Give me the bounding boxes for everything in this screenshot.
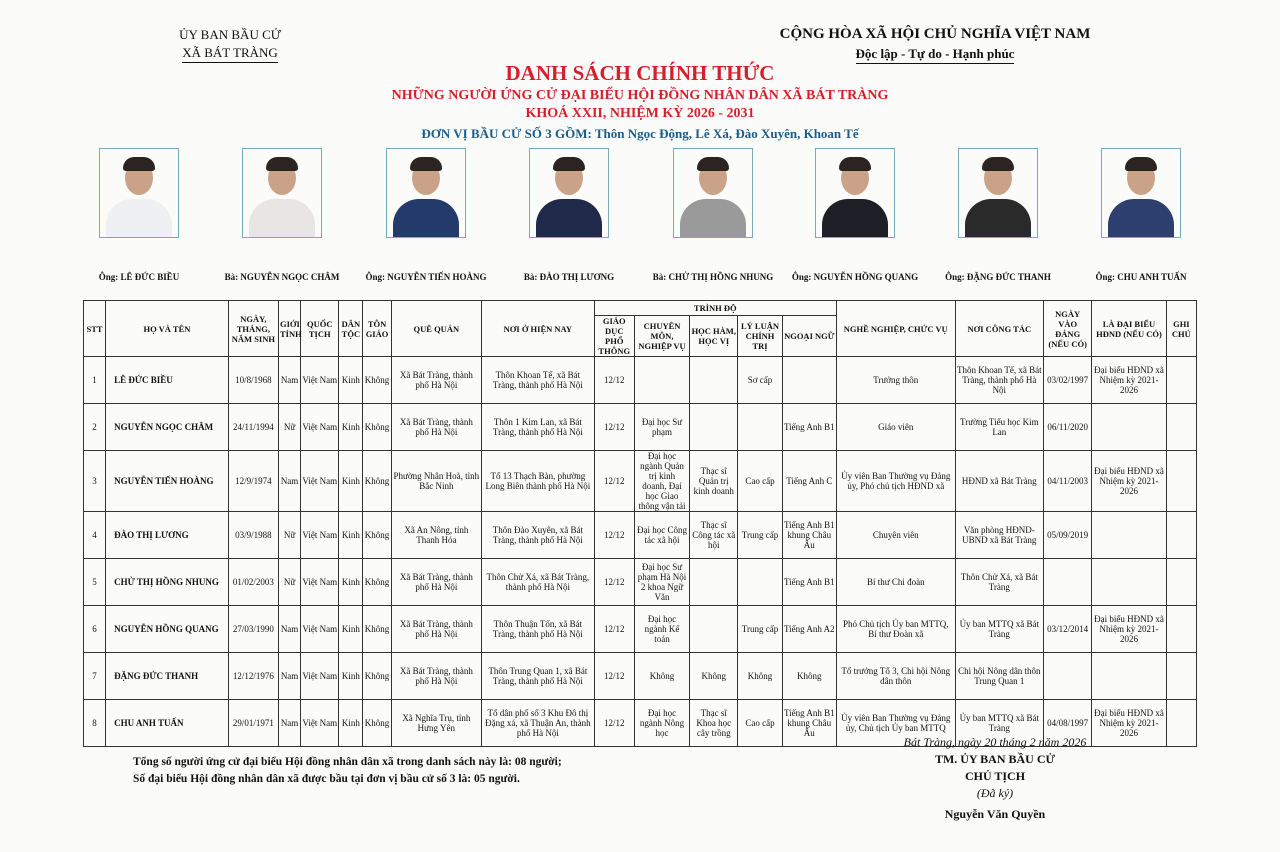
portrait-caption: Bà: CHỬ THỊ HỒNG NHUNG [652,272,774,282]
cell-workplace: Thôn Chử Xá, xã Bát Tràng [955,559,1043,606]
header-degree: HỌC HÀM, HỌC VỊ [690,316,738,357]
header-party-date: NGÀY VÀO ĐẢNG (NẾU CÓ) [1044,301,1092,357]
cell-party-date: 04/08/1997 [1044,700,1092,747]
header-note: GHI CHÚ [1166,301,1196,357]
cell-stt: 2 [84,404,106,451]
cell-party-date [1044,559,1092,606]
cell-specialty [634,357,689,404]
header-gender: GIỚI TÍNH [279,301,301,357]
cell-religion: Không [363,653,391,700]
cell-degree: Thạc sĩ Khoa học cây trồng [690,700,738,747]
cell-note [1166,653,1196,700]
cell-delegate: Đại biểu HĐND xã Nhiệm kỳ 2021-2026 [1092,451,1166,512]
cell-political [738,404,782,451]
cell-dob: 12/9/1974 [228,451,278,512]
cell-political: Cao cấp [738,700,782,747]
cell-ethnic: Kinh [339,700,363,747]
cell-gender: Nữ [279,404,301,451]
cell-degree: Thạc sĩ Quản trị kinh doanh [690,451,738,512]
cell-stt: 4 [84,512,106,559]
cell-general-edu: 12/12 [594,653,634,700]
cell-gender: Nam [279,451,301,512]
cell-specialty: Đại học Sư phạm [634,404,689,451]
cell-hometown: Xã Bát Tràng, thành phố Hà Nội [391,559,481,606]
cell-party-date: 03/02/1997 [1044,357,1092,404]
cell-ethnic: Kinh [339,404,363,451]
cell-residence: Tổ dân phố số 3 Khu Đô thị Đặng xá, xã Thuận An, thành phố Hà Nội [482,700,595,747]
portrait-card [918,148,1078,282]
cell-religion: Không [363,512,391,559]
cell-stt: 1 [84,357,106,404]
total-candidates-note: Tổng số người ứng cử đại biểu Hội đồng nhân dân xã trong danh sách này là: 08 người; [133,756,562,768]
signature-block [880,734,1110,823]
portrait-caption: Ông: ĐẶNG ĐỨC THANH [945,272,1051,282]
header-delegate: LÀ ĐẠI BIỂU HĐND (NẾU CÓ) [1092,301,1166,357]
cell-language [782,357,836,404]
header-religion: TÔN GIÁO [363,301,391,357]
portrait-card [489,148,649,282]
cell-dob: 27/03/1990 [228,606,278,653]
cell-name: ĐÀO THỊ LƯƠNG [106,512,229,559]
cell-party-date [1044,653,1092,700]
portrait-card [202,148,362,282]
cell-political: Không [738,653,782,700]
cell-occupation: Phó Chủ tịch Ủy ban MTTQ, Bí thư Đoàn xã [836,606,955,653]
cell-language: Tiếng Anh B1 khung Châu Âu [782,512,836,559]
cell-gender: Nữ [279,559,301,606]
table-row [84,512,1197,559]
cell-political: Cao cấp [738,451,782,512]
cell-note [1166,559,1196,606]
seats-note: Số đại biểu Hội đồng nhân dân xã được bầu tại đơn vị bầu cử số 3 là: 05 người. [133,773,520,785]
cell-language: Tiếng Anh C [782,451,836,512]
cell-note [1166,404,1196,451]
commune-name: XÃ BÁT TRÀNG [182,44,278,63]
cell-party-date: 06/11/2020 [1044,404,1092,451]
cell-name: LÊ ĐỨC BIỀU [106,357,229,404]
cell-stt: 6 [84,606,106,653]
header-occupation: NGHỀ NGHIỆP, CHỨC VỤ [836,301,955,357]
cell-general-edu: 12/12 [594,357,634,404]
cell-specialty: Đại học ngành Kế toán [634,606,689,653]
header-workplace: NƠI CÔNG TÁC [955,301,1043,357]
table-row [84,357,1197,404]
cell-workplace: Thôn Khoan Tế, xã Bát Tràng, thành phố Hà Nội [955,357,1043,404]
cell-language: Không [782,653,836,700]
header-stt: STT [84,301,106,357]
cell-nationality: Việt Nam [301,357,339,404]
cell-ethnic: Kinh [339,357,363,404]
header-nationality: QUỐC TỊCH [301,301,339,357]
cell-ethnic: Kinh [339,512,363,559]
cell-political: Sơ cấp [738,357,782,404]
cell-occupation: Giáo viên [836,404,955,451]
cell-specialty: Không [634,653,689,700]
cell-workplace: Ủy ban MTTQ xã Bát Tràng [955,700,1043,747]
cell-degree [690,559,738,606]
cell-hometown: Xã Bát Tràng, thành phố Hà Nội [391,357,481,404]
electoral-unit-line: ĐƠN VỊ BẦU CỬ SỐ 3 GỒM: Thôn Ngọc Động, Lê Xá, Đào Xuyên, Khoan Tế [421,126,859,141]
cell-stt: 5 [84,559,106,606]
cell-ethnic: Kinh [339,451,363,512]
cell-nationality: Việt Nam [301,606,339,653]
cell-religion: Không [363,559,391,606]
cell-ethnic: Kinh [339,559,363,606]
cell-degree [690,404,738,451]
cell-nationality: Việt Nam [301,404,339,451]
header-general-edu: GIÁO DỤC PHỔ THÔNG [594,316,634,357]
portrait-caption: Ông: NGUYỄN TIẾN HOÀNG [365,272,487,282]
cell-general-edu: 12/12 [594,451,634,512]
table-row [84,606,1197,653]
cell-name: CHU ANH TUẤN [106,700,229,747]
candidate-photo [958,148,1038,238]
cell-hometown: Xã Bát Tràng, thành phố Hà Nội [391,606,481,653]
header-residence: NƠI Ở HIỆN NAY [482,301,595,357]
cell-hometown: Xã Bát Tràng, thành phố Hà Nội [391,653,481,700]
candidate-table [83,300,1197,747]
cell-religion: Không [363,404,391,451]
portrait-caption: Ông: CHU ANH TUẤN [1095,272,1187,282]
cell-general-edu: 12/12 [594,512,634,559]
cell-residence: Thôn 1 Kim Lan, xã Bát Tràng, thành phố Hà Nội [482,404,595,451]
cell-general-edu: 12/12 [594,700,634,747]
cell-gender: Nam [279,357,301,404]
cell-note [1166,512,1196,559]
header-hometown: QUÊ QUÁN [391,301,481,357]
cell-nationality: Việt Nam [301,653,339,700]
cell-note [1166,606,1196,653]
candidate-portraits [0,148,1280,288]
cell-occupation: Bí thư Chi đoàn [836,559,955,606]
cell-dob: 12/12/1976 [228,653,278,700]
portrait-card [633,148,793,282]
cell-political: Trung cấp [738,606,782,653]
cell-residence: Thôn Thuận Tốn, xã Bát Tràng, thành phố Hà Nội [482,606,595,653]
cell-residence: Thôn Chử Xá, xã Bát Tràng, thành phố Hà Nội [482,559,595,606]
portrait-card [775,148,935,282]
document-titles [0,60,1280,144]
cell-name: NGUYỄN NGỌC CHÂM [106,404,229,451]
cell-occupation: Ủy viên Ban Thường vụ Đảng ủy, Phó chủ tịch HĐND xã [836,451,955,512]
cell-dob: 10/8/1968 [228,357,278,404]
cell-specialty: Đại học Công tác xã hội [634,512,689,559]
cell-name: ĐẶNG ĐỨC THANH [106,653,229,700]
cell-specialty: Đại học ngành Quản trị kinh doanh, Đại học Giao thông vận tải [634,451,689,512]
cell-dob: 01/02/2003 [228,559,278,606]
cell-delegate [1092,404,1166,451]
issue-date: Bát Tràng, ngày 20 tháng 2 năm 2026 [903,735,1087,749]
cell-language: Tiếng Anh A2 [782,606,836,653]
cell-delegate [1092,559,1166,606]
cell-occupation: Tổ trưởng Tổ 3, Chi hội Nông dân thôn [836,653,955,700]
cell-residence: Thôn Khoan Tế, xã Bát Tràng, thành phố Hà Nội [482,357,595,404]
cell-residence: Thôn Đào Xuyên, xã Bát Tràng, thành phố Hà Nội [482,512,595,559]
candidate-photo [242,148,322,238]
cell-party-date: 05/09/2019 [1044,512,1092,559]
cell-specialty: Đại học Sư phạm Hà Nội 2 khoa Ngữ Văn [634,559,689,606]
cell-note [1166,700,1196,747]
cell-note [1166,451,1196,512]
cell-gender: Nam [279,700,301,747]
cell-gender: Nữ [279,512,301,559]
table-row [84,451,1197,512]
committee-name: ỦY BAN BẦU CỬ [179,27,281,42]
cell-ethnic: Kinh [339,606,363,653]
table-row [84,653,1197,700]
cell-workplace: HĐND xã Bát Tràng [955,451,1043,512]
cell-religion: Không [363,606,391,653]
candidate-rows [84,357,1197,747]
header-specialty: CHUYÊN MÔN, NGHIỆP VỤ [634,316,689,357]
cell-dob: 29/01/1971 [228,700,278,747]
cell-hometown: Phường Nhân Hoà, tỉnh Bắc Ninh [391,451,481,512]
header-education-group: TRÌNH ĐỘ [594,301,836,316]
cell-degree [690,606,738,653]
signer-name: Nguyễn Văn Quyền [944,807,1046,821]
country-name: CỘNG HÒA XÃ HỘI CHỦ NGHĨA VIỆT NAM [779,26,1091,42]
cell-hometown: Xã Nghĩa Trụ, tỉnh Hưng Yên [391,700,481,747]
cell-delegate: Đại biểu HĐND xã Nhiệm kỳ 2021-2026 [1092,700,1166,747]
cell-party-date: 03/12/2014 [1044,606,1092,653]
cell-general-edu: 12/12 [594,606,634,653]
cell-political: Trung cấp [738,512,782,559]
candidate-photo [99,148,179,238]
cell-specialty: Đại học ngành Nông học [634,700,689,747]
cell-nationality: Việt Nam [301,559,339,606]
cell-nationality: Việt Nam [301,451,339,512]
summary-notes [133,754,562,788]
cell-stt: 7 [84,653,106,700]
cell-residence: Tổ 13 Thạch Bàn, phường Long Biên thành phố Hà Nội [482,451,595,512]
cell-hometown: Xã Bát Tràng, thành phố Hà Nội [391,404,481,451]
cell-name: NGUYỄN TIẾN HOÀNG [106,451,229,512]
national-motto-header [770,25,1100,64]
cell-dob: 24/11/1994 [228,404,278,451]
signed-mark: (Đã ký) [976,786,1014,800]
cell-degree: Thạc sĩ Công tác xã hội [690,512,738,559]
cell-language: Tiếng Anh B1 khung Châu Âu [782,700,836,747]
cell-degree [690,357,738,404]
cell-ethnic: Kinh [339,653,363,700]
cell-language: Tiếng Anh B1 [782,559,836,606]
header-language: NGOẠI NGỮ [782,316,836,357]
cell-workplace: Văn phòng HĐND-UBND xã Bát Tràng [955,512,1043,559]
cell-workplace: Ủy ban MTTQ xã Bát Tràng [955,606,1043,653]
cell-religion: Không [363,357,391,404]
signing-org: TM. ỦY BAN BẦU CỬ [934,752,1056,766]
cell-occupation: Chuyên viên [836,512,955,559]
portrait-card [346,148,506,282]
cell-delegate: Đại biểu HĐND xã Nhiệm kỳ 2021-2026 [1092,357,1166,404]
cell-stt: 8 [84,700,106,747]
cell-stt: 3 [84,451,106,512]
cell-political [738,559,782,606]
cell-gender: Nam [279,606,301,653]
table-row [84,404,1197,451]
cell-general-edu: 12/12 [594,559,634,606]
candidate-photo [386,148,466,238]
cell-workplace: Trường Tiểu học Kim Lan [955,404,1043,451]
candidate-photo [529,148,609,238]
cell-nationality: Việt Nam [301,512,339,559]
cell-note [1166,357,1196,404]
portrait-caption: Ông: LÊ ĐỨC BIỀU [98,272,180,282]
signer-position: CHỦ TỊCH [964,769,1026,783]
cell-dob: 03/9/1988 [228,512,278,559]
cell-delegate: Đại biểu HĐND xã Nhiệm kỳ 2021-2026 [1092,606,1166,653]
cell-nationality: Việt Nam [301,700,339,747]
portrait-card [59,148,219,282]
candidate-photo [1101,148,1181,238]
cell-gender: Nam [279,653,301,700]
portrait-caption: Ông: NGUYỄN HỒNG QUANG [791,272,919,282]
cell-general-edu: 12/12 [594,404,634,451]
cell-language: Tiếng Anh B1 [782,404,836,451]
header-ethnic: DÂN TỘC [339,301,363,357]
page-title: DANH SÁCH CHÍNH THỨC [505,61,775,85]
cell-religion: Không [363,451,391,512]
cell-residence: Thôn Trung Quan 1, xã Bát Tràng, thành phố Hà Nội [482,653,595,700]
cell-occupation: Ủy viên Ban Thường vụ Đảng ủy, Chủ tịch Ủy ban MTTQ [836,700,955,747]
cell-delegate [1092,512,1166,559]
cell-religion: Không [363,700,391,747]
term-line: KHOÁ XXII, NHIỆM KỲ 2026 - 2031 [525,106,755,121]
portrait-caption: Bà: ĐÀO THỊ LƯƠNG [523,272,615,282]
portrait-caption: Bà: NGUYỄN NGỌC CHÂM [224,272,340,282]
page-subtitle: NHỮNG NGƯỜI ỨNG CỬ ĐẠI BIỂU HỘI ĐỒNG NHÂN DÂN XÃ BÁT TRÀNG [391,88,889,103]
cell-name: CHỬ THỊ HỒNG NHUNG [106,559,229,606]
header-dob: NGÀY, THÁNG, NĂM SINH [228,301,278,357]
cell-delegate [1092,653,1166,700]
portrait-card [1061,148,1221,282]
candidate-photo [815,148,895,238]
motto: Độc lập - Tự do - Hạnh phúc [856,44,1015,64]
header-political: LÝ LUẬN CHÍNH TRỊ [738,316,782,357]
cell-occupation: Trưởng thôn [836,357,955,404]
cell-hometown: Xã An Nông, tỉnh Thanh Hóa [391,512,481,559]
table-row [84,559,1197,606]
cell-workplace: Chi hội Nông dân thôn Trung Quan 1 [955,653,1043,700]
candidate-photo [673,148,753,238]
cell-party-date: 04/11/2003 [1044,451,1092,512]
header-name: HỌ VÀ TÊN [106,301,229,357]
cell-degree: Không [690,653,738,700]
cell-name: NGUYỄN HỒNG QUANG [106,606,229,653]
election-committee-header [150,26,310,63]
